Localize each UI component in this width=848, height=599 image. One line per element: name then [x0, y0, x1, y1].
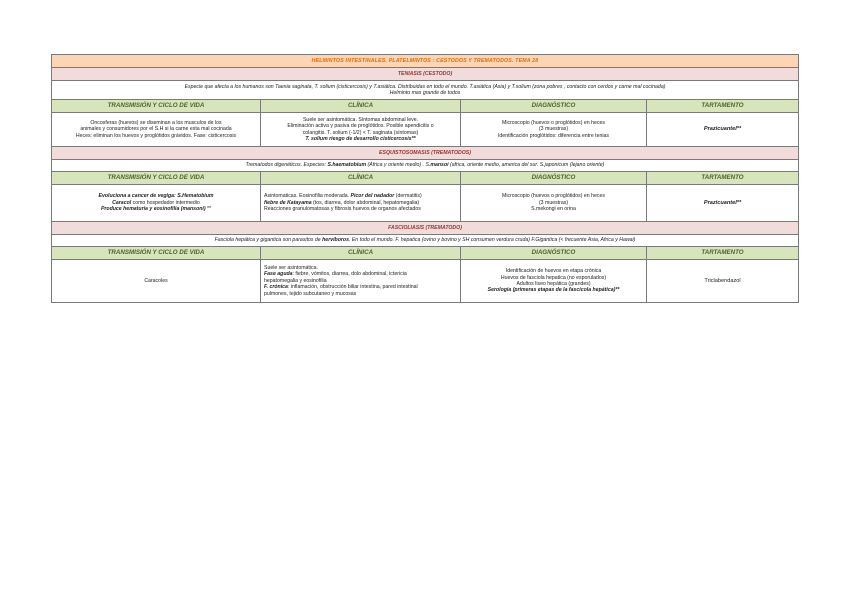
schistosomiasis-description-part: (Africa y oriente medio) . S.: [366, 162, 431, 169]
schistosomiasis-hematuria: Produce hematuria y eosinofilia (mansoni): [100, 206, 206, 213]
teniasis-treatment-cell: Prazicuantel**: [647, 113, 799, 147]
teniasis-diagnosis-line: Microscopio (huevos o proglótidos) en heces: [502, 119, 605, 126]
column-header-transmission: TRANSMISIÓN Y CICLO DE VIDA: [52, 247, 261, 260]
schistosomiasis-diagnosis-line: Microscopio (huevos o proglótidos) en heces: [502, 193, 605, 200]
fascioliasis-description-part: . En todo el mundo. F. hepatica (ovino y bovino y SH consumen verdura cruda) F.Gigantica (< frecuente Asia, Africa y Hawai): [348, 237, 636, 244]
teniasis-description-line-2: Helminto mas grande de todos: [389, 90, 461, 96]
fascioliasis-description-part: Fasciola hepática y gigantica son parasitos de: [214, 237, 323, 244]
teniasis-clinic-cell: [261, 113, 461, 147]
schistosomiasis-diagnosis-line: (3 muestras): [538, 199, 569, 206]
fascioliasis-clinic-line: hepatomegalia y eosinofilia: [264, 277, 327, 284]
column-header-treatment: TARTAMENTO: [647, 247, 799, 260]
schistosomiasis-transmission-text: como hospedador intermedio: [131, 199, 200, 206]
fascioliasis-chronic-phase: F. crónica: [264, 284, 288, 291]
schistosomiasis-diagnosis-line: S.mekongi en orina: [531, 206, 576, 213]
column-header-diagnosis: DIAGNÓSTICO: [461, 100, 647, 113]
column-header-diagnosis: DIAGNÓSTICO: [461, 247, 647, 260]
fascioliasis-clinic-text: : inflamación, obstrucción biliar intestina, pared intestinal: [287, 284, 418, 291]
schistosomiasis-treatment-cell: Prazicuantel**: [647, 185, 799, 222]
schistosomiasis-diagnosis-cell: [461, 185, 647, 222]
schistosomiasis-snail-host: Caracol: [112, 199, 132, 206]
fascioliasis-description: [52, 235, 799, 247]
fascioliasis-diagnosis-cell: [461, 260, 647, 303]
fascioliasis-clinic-cell: [261, 260, 461, 303]
column-header-transmission: TRANSMISIÓN Y CICLO DE VIDA: [52, 172, 261, 185]
column-header-clinic: CLÍNICA: [261, 100, 461, 113]
schistosomiasis-clinic-cell: [261, 185, 461, 222]
fascioliasis-acute-phase: Fase aguda: [264, 271, 293, 278]
schistosomiasis-description: [52, 160, 799, 172]
teniasis-description-line-1: Especie que afecta a los humanos son Taenia saginata, T. solium (cisticercosis) y T.asiática. Distribuidas en todo el mundo. T.asiática (Asia) y T.solium (zona pobres , contacto con cerdos y carne mal cocinada): [184, 83, 666, 90]
teniasis-clinic-line: Suele ser asintomática. Síntomas abdominal leve.: [302, 116, 419, 123]
schistosomiasis-clinic-text: (tos, diarrea, dolor abdominal, hepatomegalia): [311, 199, 420, 206]
column-header-clinic: CLÍNICA: [261, 247, 461, 260]
schistosomiasis-description-part: Trematodos digenéticos. Especies:: [245, 162, 328, 169]
teniasis-transmission-cell: [52, 113, 261, 147]
schistosomiasis-description-part: (africa, oriente medio, america del sur. S.japonicum (lejano oriente): [448, 162, 605, 169]
column-header-transmission: TRANSMISIÓN Y CICLO DE VIDA: [52, 100, 261, 113]
teniasis-diagnosis-line: (3 muestras): [538, 126, 569, 133]
fascioliasis-diagnosis-line: Identificación de huevos en etapa crónica: [505, 268, 602, 275]
teniasis-diagnosis-line: Identificación proglótidos: diferencia entre tenias: [497, 132, 610, 139]
fascioliasis-clinic-text: : fiebre, vómitos, diarrea, dolo abdominal, ictericia: [292, 271, 407, 278]
schistosomiasis-katayama-fever: fiebre de Katayama: [264, 199, 312, 206]
fascioliasis-herbivores: herviboros: [322, 237, 349, 244]
schistosomiasis-transmission-line: Evoluciona a cancer de vegiga: S.Hematobium: [98, 193, 214, 200]
column-header-treatment: TARTAMENTO: [647, 172, 799, 185]
column-header-treatment: TARTAMENTO: [647, 100, 799, 113]
teniasis-description: [52, 81, 799, 100]
section-fascioliasis-heading: FASCIOLIASIS (TREMATODO): [52, 222, 799, 235]
schistosomiasis-clinic-text: (dermatitis): [394, 193, 422, 200]
section-teniasis-heading: TENIASIS (CESTODO): [52, 68, 799, 81]
fascioliasis-transmission-cell: Caracoles: [52, 260, 261, 303]
teniasis-clinic-line: Eliminación activa y pasiva de proglótidos. Posible apendicitis o: [287, 123, 434, 130]
schistosomiasis-transmission-text: **: [205, 206, 212, 213]
section-schistosomiasis-heading: ESQUISTOSOMASIS (TREMATODOS): [52, 147, 799, 160]
schistosomiasis-clinic-text: Asintomaticas. Eosinofilia moderada.: [264, 193, 351, 200]
fascioliasis-clinic-line: Suele ser asintomática.: [264, 264, 318, 271]
column-header-clinic: CLÍNICA: [261, 172, 461, 185]
teniasis-clinic-line: colangitis. T. solium (-1/2) < T. saginata (síntomas): [302, 129, 419, 136]
schistosomiasis-transmission-line: [55, 206, 257, 212]
parasitology-table-sheet: [51, 54, 798, 303]
fascioliasis-diagnosis-line: Adultos liseo hepática (grandes): [516, 281, 591, 287]
teniasis-diagnosis-cell: [461, 113, 647, 147]
fascioliasis-serology: Serología (primeras etapas de la fascicola hepática)**: [487, 287, 620, 294]
fascioliasis-clinic-line: pulmones, tejido subcutaneo y mucosas: [264, 290, 357, 297]
teniasis-transmission-line: Oncosferas (huevos) se diseminan a los musculos de los: [90, 119, 222, 126]
schistosomiasis-species-haematobium: S.haematobium: [327, 162, 367, 169]
teniasis-transmission-line: animales y consumidores por el S.H si la carne esta mal cocinada: [80, 126, 232, 133]
schistosomiasis-species-mansoni: mansoi: [430, 162, 449, 169]
fascioliasis-diagnosis-line: Huevos de fasciola hepatica (no esporulados): [500, 274, 607, 281]
schistosomiasis-swimmers-itch: Picor del nadador: [350, 193, 395, 200]
teniasis-transmission-line: Heces: eliminan los huevos y proglótidos grávidos. Fase: cisticercosis: [75, 132, 237, 139]
fascioliasis-treatment-cell: Triclabendazol: [647, 260, 799, 303]
helminths-summary-table: [51, 54, 799, 303]
table-title: HELMINTOS INTESTINALES. PLATELMINTOS : CESTODOS Y TREMATODOS. TEMA 28: [52, 55, 799, 68]
schistosomiasis-clinic-line: Reacciones granulomatosas y fibrosis huevos de organos afectados: [264, 206, 421, 213]
column-header-diagnosis: DIAGNÓSTICO: [461, 172, 647, 185]
schistosomiasis-transmission-cell: [52, 185, 261, 222]
teniasis-clinic-highlight: T. solium riesgo de desarrollo cisticercosis**: [305, 135, 416, 142]
